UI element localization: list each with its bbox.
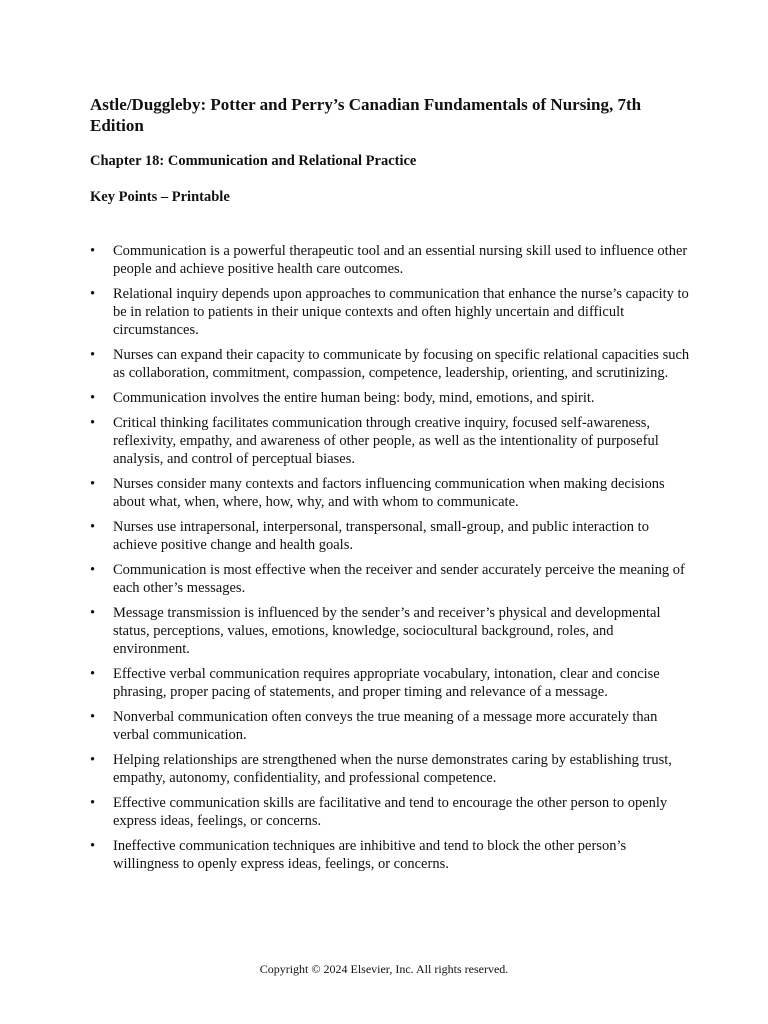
key-point: [90, 518, 690, 554]
key-point-text: Communication is most effective when the receiver and sender accurately perceive the meaning of each other’s messages.: [113, 562, 685, 596]
bullet-icon: •: [90, 709, 96, 725]
key-points-list: [90, 242, 690, 880]
bullet-icon: •: [90, 752, 96, 768]
bullet-icon: •: [90, 795, 96, 811]
key-point-text: Ineffective communication techniques are inhibitive and tend to block the other person’s willingness to openly express ideas, feelings, or concerns.: [113, 838, 627, 872]
bullet-icon: •: [90, 347, 96, 363]
key-point: [90, 751, 690, 787]
bullet-icon: •: [90, 243, 96, 259]
key-point: [90, 389, 690, 407]
key-point: [90, 346, 690, 382]
key-point-text: Effective communication skills are facilitative and tend to encourage the other person to openly express ideas, feelings, or concerns.: [113, 795, 668, 829]
bullet-icon: •: [90, 519, 96, 535]
bullet-icon: •: [90, 286, 96, 302]
key-point-text: Effective verbal communication requires appropriate vocabulary, intonation, clear and concise phrasing, proper pacing of statements, and proper timing and relevance of a message.: [113, 666, 660, 700]
key-point: [90, 475, 690, 511]
section-heading: Key Points – Printable: [90, 189, 230, 205]
key-point-text: Relational inquiry depends upon approaches to communication that enhance the nurse’s capacity to be in relation to patients in their unique contexts and often highly uncertain and difficult circumstances.: [113, 286, 689, 338]
key-point-text: Helping relationships are strengthened when the nurse demonstrates caring by establishing trust, empathy, autonomy, confidentiality, and professional competence.: [113, 752, 672, 786]
key-point: [90, 561, 690, 597]
key-point: [90, 414, 690, 468]
bullet-icon: •: [90, 562, 96, 578]
key-point: [90, 285, 690, 339]
bullet-icon: •: [90, 838, 96, 854]
key-point: [90, 604, 690, 658]
key-point-text: Communication involves the entire human being: body, mind, emotions, and spirit.: [113, 390, 595, 406]
key-point-text: Nurses use intrapersonal, interpersonal, transpersonal, small-group, and public interaction to achieve positive change and health goals.: [113, 519, 649, 553]
key-point-text: Communication is a powerful therapeutic tool and an essential nursing skill used to influence other people and achieve positive health care outcomes.: [113, 243, 688, 277]
key-point-text: Nurses can expand their capacity to communicate by focusing on specific relational capacities such as collaboration, commitment, compassion, competence, leadership, orienting, and scrutinizing.: [113, 347, 690, 381]
key-point-text: Nonverbal communication often conveys the true meaning of a message more accurately than verbal communication.: [113, 709, 658, 743]
key-point: [90, 665, 690, 701]
key-point-text: Nurses consider many contexts and factors influencing communication when making decisions about what, when, where, how, why, and with whom to communicate.: [113, 476, 665, 510]
chapter-heading: Chapter 18: Communication and Relational Practice: [90, 153, 417, 169]
bullet-icon: •: [90, 605, 96, 621]
bullet-icon: •: [90, 476, 96, 492]
bullet-icon: •: [90, 415, 96, 431]
key-point-text: Critical thinking facilitates communication through creative inquiry, focused self-awareness, reflexivity, empathy, and awareness of other people, as well as the intentionality of purposeful analysis, and control of perceptual biases.: [113, 415, 659, 467]
key-point-text: Message transmission is influenced by the sender’s and receiver’s physical and developmental status, perceptions, values, emotions, knowledge, sociocultural background, roles, and environment.: [113, 605, 661, 657]
bullet-icon: •: [90, 666, 96, 682]
key-point: [90, 242, 690, 278]
copyright-footer: Copyright © 2024 Elsevier, Inc. All rights reserved.: [259, 962, 509, 976]
key-point: [90, 708, 690, 744]
key-point: [90, 794, 690, 830]
document-title: Astle/Duggleby: Potter and Perry’s Canadian Fundamentals of Nursing, 7th Edition: [90, 95, 642, 135]
key-point: [90, 837, 690, 873]
bullet-icon: •: [90, 390, 96, 406]
